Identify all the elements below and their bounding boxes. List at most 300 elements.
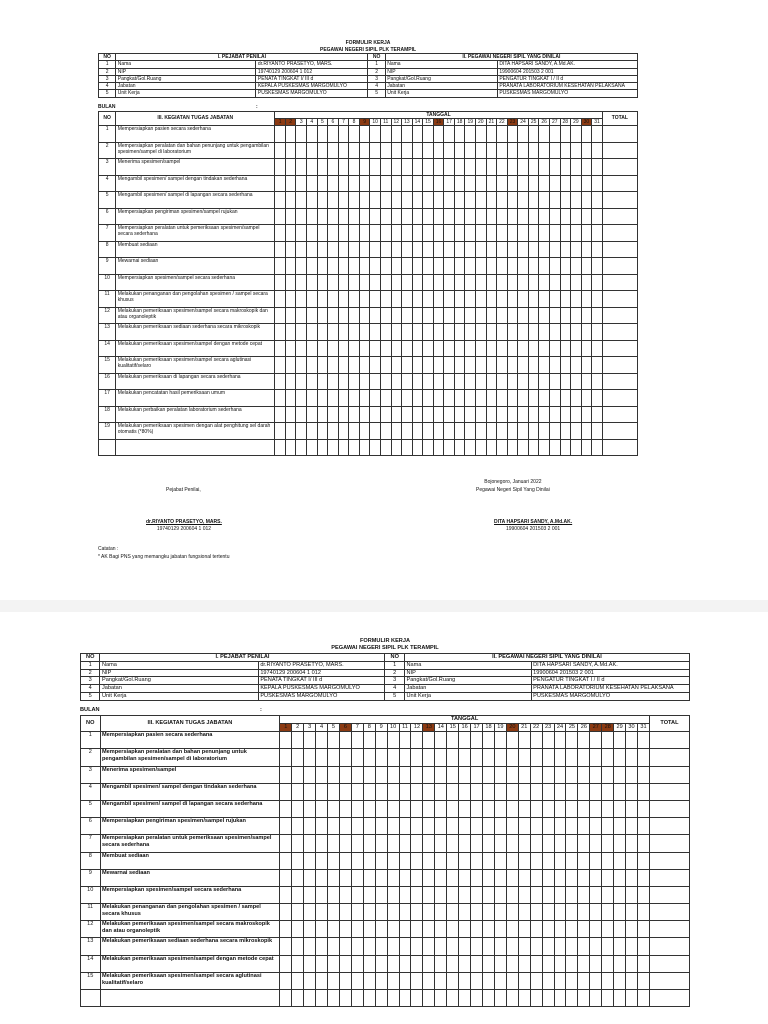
day-cell[interactable] [275, 357, 286, 374]
day-cell[interactable] [638, 955, 650, 972]
day-cell[interactable] [351, 972, 363, 989]
day-cell[interactable] [280, 800, 292, 817]
day-cell[interactable] [399, 783, 411, 800]
day-cell[interactable] [387, 732, 399, 749]
day-cell[interactable] [497, 324, 508, 341]
day-cell[interactable] [370, 175, 381, 192]
day-cell[interactable] [411, 732, 423, 749]
day-cell[interactable] [351, 766, 363, 783]
day-cell[interactable] [380, 406, 391, 423]
day-cell[interactable] [328, 835, 340, 852]
day-cell[interactable] [483, 972, 495, 989]
day-cell[interactable] [359, 225, 370, 242]
day-cell[interactable] [518, 324, 529, 341]
day-cell[interactable] [375, 783, 387, 800]
day-cell[interactable] [578, 852, 590, 869]
day-cell[interactable] [614, 904, 626, 921]
day-cell[interactable] [494, 835, 506, 852]
day-cell[interactable] [638, 835, 650, 852]
day-cell[interactable] [578, 749, 590, 766]
day-cell[interactable] [444, 126, 455, 143]
day-cell[interactable] [507, 324, 518, 341]
day-cell[interactable] [339, 835, 351, 852]
day-cell[interactable] [486, 192, 497, 209]
day-cell[interactable] [328, 274, 339, 291]
day-cell[interactable] [307, 225, 318, 242]
day-cell[interactable] [307, 423, 318, 440]
day-cell[interactable] [506, 783, 518, 800]
day-cell[interactable] [375, 732, 387, 749]
day-cell[interactable] [399, 972, 411, 989]
day-cell[interactable] [411, 938, 423, 955]
day-cell[interactable] [506, 749, 518, 766]
day-cell[interactable] [581, 324, 592, 341]
day-cell[interactable] [447, 869, 459, 886]
day-cell[interactable] [349, 208, 360, 225]
day-cell[interactable] [590, 904, 602, 921]
day-cell[interactable] [542, 972, 554, 989]
day-cell[interactable] [506, 938, 518, 955]
day-cell[interactable] [554, 904, 566, 921]
day-cell[interactable] [590, 852, 602, 869]
day-cell[interactable] [530, 938, 542, 955]
day-cell[interactable] [296, 175, 307, 192]
day-cell[interactable] [476, 225, 487, 242]
day-cell[interactable] [328, 406, 339, 423]
total-cell[interactable] [602, 390, 637, 407]
day-cell[interactable] [391, 291, 402, 308]
day-cell[interactable] [483, 938, 495, 955]
day-cell[interactable] [412, 373, 423, 390]
day-cell[interactable] [349, 291, 360, 308]
day-cell[interactable] [285, 142, 296, 159]
day-cell[interactable] [581, 423, 592, 440]
day-cell[interactable] [387, 972, 399, 989]
day-cell[interactable] [351, 800, 363, 817]
day-cell[interactable] [359, 241, 370, 258]
day-cell[interactable] [483, 869, 495, 886]
day-cell[interactable] [423, 192, 434, 209]
day-cell[interactable] [476, 126, 487, 143]
day-cell[interactable] [380, 340, 391, 357]
day-cell[interactable] [581, 175, 592, 192]
day-cell[interactable] [391, 208, 402, 225]
day-cell[interactable] [433, 340, 444, 357]
day-cell[interactable] [275, 208, 286, 225]
day-cell[interactable] [412, 340, 423, 357]
day-cell[interactable] [486, 423, 497, 440]
day-cell[interactable] [528, 274, 539, 291]
day-cell[interactable] [292, 783, 304, 800]
day-cell[interactable] [363, 766, 375, 783]
total-cell[interactable] [649, 972, 689, 989]
day-cell[interactable] [578, 818, 590, 835]
day-cell[interactable] [370, 126, 381, 143]
day-cell[interactable] [590, 818, 602, 835]
day-cell[interactable] [549, 208, 560, 225]
day-cell[interactable] [328, 783, 340, 800]
day-cell[interactable] [638, 921, 650, 938]
day-cell[interactable] [486, 258, 497, 275]
day-cell[interactable] [539, 258, 550, 275]
day-cell[interactable] [402, 175, 413, 192]
day-cell[interactable] [454, 225, 465, 242]
day-cell[interactable] [465, 241, 476, 258]
day-cell[interactable] [391, 373, 402, 390]
day-cell[interactable] [307, 340, 318, 357]
day-cell[interactable] [292, 852, 304, 869]
day-cell[interactable] [447, 732, 459, 749]
day-cell[interactable] [476, 274, 487, 291]
day-cell[interactable] [592, 192, 603, 209]
day-cell[interactable] [539, 340, 550, 357]
day-cell[interactable] [328, 955, 340, 972]
day-cell[interactable] [433, 423, 444, 440]
day-cell[interactable] [497, 357, 508, 374]
day-cell[interactable] [380, 324, 391, 341]
day-cell[interactable] [560, 142, 571, 159]
day-cell[interactable] [351, 783, 363, 800]
day-cell[interactable] [296, 225, 307, 242]
day-cell[interactable] [476, 192, 487, 209]
day-cell[interactable] [447, 783, 459, 800]
day-cell[interactable] [539, 291, 550, 308]
day-cell[interactable] [280, 783, 292, 800]
day-cell[interactable] [444, 357, 455, 374]
total-cell[interactable] [602, 175, 637, 192]
day-cell[interactable] [328, 749, 340, 766]
day-cell[interactable] [391, 241, 402, 258]
day-cell[interactable] [387, 869, 399, 886]
day-cell[interactable] [285, 307, 296, 324]
day-cell[interactable] [581, 241, 592, 258]
total-cell[interactable] [602, 324, 637, 341]
day-cell[interactable] [578, 904, 590, 921]
day-cell[interactable] [571, 274, 582, 291]
day-cell[interactable] [539, 274, 550, 291]
day-cell[interactable] [518, 357, 529, 374]
day-cell[interactable] [518, 225, 529, 242]
day-cell[interactable] [554, 972, 566, 989]
day-cell[interactable] [571, 192, 582, 209]
day-cell[interactable] [581, 291, 592, 308]
day-cell[interactable] [316, 938, 328, 955]
day-cell[interactable] [328, 357, 339, 374]
day-cell[interactable] [351, 852, 363, 869]
day-cell[interactable] [423, 766, 435, 783]
day-cell[interactable] [471, 835, 483, 852]
day-cell[interactable] [307, 406, 318, 423]
day-cell[interactable] [411, 886, 423, 903]
day-cell[interactable] [518, 766, 530, 783]
day-cell[interactable] [391, 142, 402, 159]
day-cell[interactable] [339, 921, 351, 938]
day-cell[interactable] [486, 324, 497, 341]
day-cell[interactable] [486, 126, 497, 143]
day-cell[interactable] [375, 904, 387, 921]
day-cell[interactable] [518, 274, 529, 291]
day-cell[interactable] [486, 274, 497, 291]
day-cell[interactable] [542, 800, 554, 817]
day-cell[interactable] [518, 904, 530, 921]
day-cell[interactable] [304, 800, 316, 817]
day-cell[interactable] [494, 921, 506, 938]
day-cell[interactable] [339, 904, 351, 921]
day-cell[interactable] [447, 921, 459, 938]
day-cell[interactable] [375, 852, 387, 869]
day-cell[interactable] [497, 423, 508, 440]
day-cell[interactable] [316, 800, 328, 817]
day-cell[interactable] [507, 357, 518, 374]
day-cell[interactable] [471, 955, 483, 972]
day-cell[interactable] [614, 766, 626, 783]
day-cell[interactable] [528, 406, 539, 423]
day-cell[interactable] [280, 886, 292, 903]
day-cell[interactable] [316, 904, 328, 921]
day-cell[interactable] [275, 175, 286, 192]
day-cell[interactable] [571, 357, 582, 374]
day-cell[interactable] [494, 749, 506, 766]
day-cell[interactable] [351, 886, 363, 903]
day-cell[interactable] [578, 783, 590, 800]
day-cell[interactable] [411, 783, 423, 800]
day-cell[interactable] [423, 142, 434, 159]
day-cell[interactable] [391, 274, 402, 291]
day-cell[interactable] [578, 835, 590, 852]
day-cell[interactable] [328, 869, 340, 886]
day-cell[interactable] [626, 766, 638, 783]
day-cell[interactable] [339, 766, 351, 783]
day-cell[interactable] [317, 126, 328, 143]
day-cell[interactable] [528, 307, 539, 324]
day-cell[interactable] [602, 904, 614, 921]
day-cell[interactable] [506, 921, 518, 938]
day-cell[interactable] [275, 159, 286, 176]
day-cell[interactable] [349, 274, 360, 291]
day-cell[interactable] [317, 390, 328, 407]
day-cell[interactable] [539, 142, 550, 159]
day-cell[interactable] [497, 390, 508, 407]
day-cell[interactable] [275, 258, 286, 275]
day-cell[interactable] [316, 783, 328, 800]
day-cell[interactable] [528, 258, 539, 275]
day-cell[interactable] [304, 904, 316, 921]
day-cell[interactable] [349, 192, 360, 209]
day-cell[interactable] [402, 274, 413, 291]
day-cell[interactable] [542, 938, 554, 955]
day-cell[interactable] [275, 291, 286, 308]
day-cell[interactable] [590, 886, 602, 903]
day-cell[interactable] [444, 291, 455, 308]
day-cell[interactable] [454, 159, 465, 176]
day-cell[interactable] [402, 340, 413, 357]
day-cell[interactable] [578, 800, 590, 817]
day-cell[interactable] [476, 258, 487, 275]
day-cell[interactable] [328, 142, 339, 159]
day-cell[interactable] [554, 869, 566, 886]
day-cell[interactable] [494, 766, 506, 783]
day-cell[interactable] [614, 972, 626, 989]
day-cell[interactable] [339, 818, 351, 835]
day-cell[interactable] [399, 766, 411, 783]
day-cell[interactable] [560, 175, 571, 192]
day-cell[interactable] [423, 818, 435, 835]
day-cell[interactable] [506, 955, 518, 972]
day-cell[interactable] [571, 324, 582, 341]
day-cell[interactable] [423, 938, 435, 955]
day-cell[interactable] [351, 938, 363, 955]
day-cell[interactable] [391, 126, 402, 143]
day-cell[interactable] [349, 175, 360, 192]
day-cell[interactable] [571, 390, 582, 407]
day-cell[interactable] [275, 126, 286, 143]
day-cell[interactable] [614, 732, 626, 749]
day-cell[interactable] [435, 921, 447, 938]
day-cell[interactable] [433, 241, 444, 258]
day-cell[interactable] [292, 955, 304, 972]
total-cell[interactable] [649, 818, 689, 835]
day-cell[interactable] [338, 126, 349, 143]
day-cell[interactable] [592, 241, 603, 258]
day-cell[interactable] [423, 126, 434, 143]
day-cell[interactable] [476, 390, 487, 407]
day-cell[interactable] [592, 291, 603, 308]
day-cell[interactable] [483, 835, 495, 852]
day-cell[interactable] [560, 274, 571, 291]
day-cell[interactable] [328, 291, 339, 308]
day-cell[interactable] [391, 192, 402, 209]
day-cell[interactable] [338, 258, 349, 275]
day-cell[interactable] [454, 192, 465, 209]
day-cell[interactable] [435, 818, 447, 835]
day-cell[interactable] [339, 972, 351, 989]
day-cell[interactable] [380, 192, 391, 209]
day-cell[interactable] [602, 766, 614, 783]
day-cell[interactable] [549, 291, 560, 308]
day-cell[interactable] [483, 852, 495, 869]
day-cell[interactable] [506, 972, 518, 989]
day-cell[interactable] [370, 258, 381, 275]
day-cell[interactable] [454, 373, 465, 390]
day-cell[interactable] [486, 406, 497, 423]
day-cell[interactable] [539, 307, 550, 324]
day-cell[interactable] [412, 274, 423, 291]
day-cell[interactable] [349, 423, 360, 440]
day-cell[interactable] [528, 208, 539, 225]
day-cell[interactable] [571, 142, 582, 159]
day-cell[interactable] [375, 869, 387, 886]
day-cell[interactable] [380, 307, 391, 324]
day-cell[interactable] [316, 955, 328, 972]
day-cell[interactable] [483, 886, 495, 903]
day-cell[interactable] [578, 921, 590, 938]
day-cell[interactable] [359, 307, 370, 324]
day-cell[interactable] [592, 225, 603, 242]
day-cell[interactable] [483, 955, 495, 972]
day-cell[interactable] [518, 921, 530, 938]
day-cell[interactable] [602, 869, 614, 886]
day-cell[interactable] [476, 357, 487, 374]
day-cell[interactable] [542, 904, 554, 921]
day-cell[interactable] [459, 732, 471, 749]
day-cell[interactable] [518, 373, 529, 390]
day-cell[interactable] [292, 938, 304, 955]
day-cell[interactable] [638, 749, 650, 766]
day-cell[interactable] [280, 972, 292, 989]
day-cell[interactable] [351, 818, 363, 835]
day-cell[interactable] [402, 159, 413, 176]
day-cell[interactable] [592, 258, 603, 275]
day-cell[interactable] [560, 126, 571, 143]
day-cell[interactable] [566, 732, 578, 749]
day-cell[interactable] [412, 208, 423, 225]
day-cell[interactable] [581, 390, 592, 407]
day-cell[interactable] [560, 324, 571, 341]
total-cell[interactable] [649, 886, 689, 903]
day-cell[interactable] [349, 126, 360, 143]
day-cell[interactable] [349, 225, 360, 242]
day-cell[interactable] [423, 357, 434, 374]
day-cell[interactable] [359, 324, 370, 341]
day-cell[interactable] [423, 423, 434, 440]
day-cell[interactable] [486, 390, 497, 407]
day-cell[interactable] [292, 818, 304, 835]
day-cell[interactable] [338, 340, 349, 357]
day-cell[interactable] [304, 749, 316, 766]
day-cell[interactable] [560, 192, 571, 209]
day-cell[interactable] [518, 800, 530, 817]
day-cell[interactable] [399, 955, 411, 972]
day-cell[interactable] [412, 291, 423, 308]
day-cell[interactable] [506, 800, 518, 817]
day-cell[interactable] [638, 972, 650, 989]
day-cell[interactable] [494, 904, 506, 921]
day-cell[interactable] [581, 142, 592, 159]
day-cell[interactable] [317, 307, 328, 324]
day-cell[interactable] [507, 423, 518, 440]
day-cell[interactable] [370, 142, 381, 159]
day-cell[interactable] [363, 972, 375, 989]
day-cell[interactable] [349, 258, 360, 275]
day-cell[interactable] [423, 373, 434, 390]
day-cell[interactable] [359, 373, 370, 390]
day-cell[interactable] [433, 373, 444, 390]
day-cell[interactable] [338, 192, 349, 209]
day-cell[interactable] [292, 749, 304, 766]
day-cell[interactable] [317, 142, 328, 159]
day-cell[interactable] [370, 390, 381, 407]
day-cell[interactable] [459, 749, 471, 766]
day-cell[interactable] [380, 258, 391, 275]
day-cell[interactable] [296, 423, 307, 440]
day-cell[interactable] [507, 406, 518, 423]
day-cell[interactable] [566, 766, 578, 783]
day-cell[interactable] [542, 783, 554, 800]
day-cell[interactable] [483, 818, 495, 835]
day-cell[interactable] [328, 904, 340, 921]
day-cell[interactable] [554, 818, 566, 835]
day-cell[interactable] [560, 406, 571, 423]
day-cell[interactable] [602, 749, 614, 766]
day-cell[interactable] [549, 175, 560, 192]
day-cell[interactable] [518, 192, 529, 209]
day-cell[interactable] [328, 192, 339, 209]
day-cell[interactable] [539, 357, 550, 374]
day-cell[interactable] [497, 274, 508, 291]
day-cell[interactable] [349, 373, 360, 390]
day-cell[interactable] [518, 423, 529, 440]
day-cell[interactable] [566, 852, 578, 869]
